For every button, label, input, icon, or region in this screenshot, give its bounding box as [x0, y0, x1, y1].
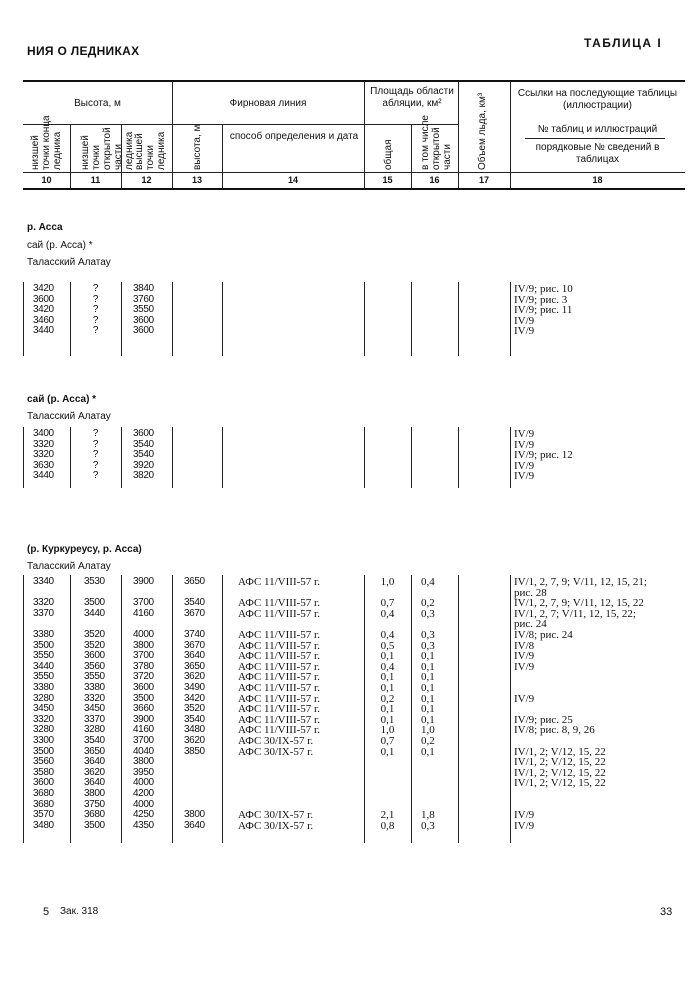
cell-col-18: IV/1, 2; V/12, 15, 22	[514, 766, 606, 779]
table-row	[23, 725, 685, 736]
cell-col-18: IV/9	[514, 428, 535, 440]
mountain-range: Таласский Алатау	[27, 411, 111, 422]
cell-col-18: IV/9	[514, 809, 535, 822]
cell-col-10: 3370	[33, 607, 54, 619]
table-row	[23, 821, 685, 832]
cell-col-13: 3670	[184, 607, 205, 619]
cell-col-11: 3540	[84, 735, 105, 746]
cell-col-11: ?	[92, 428, 99, 439]
cell-col-11: 3440	[84, 607, 105, 619]
cell-col-18: IV/9	[514, 692, 535, 705]
cell-col-18: IV/1, 2; V/12, 15, 22	[514, 745, 606, 758]
cell-col-13: 3670	[184, 639, 205, 651]
cell-col-12: 4000	[133, 629, 154, 640]
cell-col-12: 3600	[133, 428, 154, 439]
cell-col-12: 3700	[133, 597, 154, 609]
cell-col-11: 3320	[84, 692, 105, 704]
cell-col-10: 3500	[33, 745, 54, 757]
cell-col-13: 3420	[184, 692, 205, 704]
cell-col-12: 3540	[133, 449, 154, 461]
cell-col-13: 3620	[184, 671, 205, 683]
cell-col-15: 1,0	[380, 724, 395, 737]
cell-col-18: IV/9	[514, 660, 535, 673]
cell-col-13: 3650	[184, 576, 205, 587]
cell-col-13: 3540	[184, 597, 205, 609]
cell-col-18: IV/9	[514, 314, 535, 327]
cell-col-11: ?	[92, 283, 99, 294]
running-title: НИЯ О ЛЕДНИКАХ	[27, 44, 140, 58]
page-number: 33	[660, 906, 673, 918]
cell-col-11: 3530	[84, 576, 105, 587]
column-number: 18	[592, 175, 603, 185]
area-group-header: Площадь области абляции, км²	[370, 86, 454, 109]
table-row	[23, 295, 685, 306]
cell-col-13: 3850	[184, 745, 205, 757]
cell-col-15: 2,1	[380, 809, 395, 822]
cell-col-15: 0,1	[380, 671, 395, 684]
cell-col-10: 3680	[33, 798, 54, 810]
cell-col-18: IV/9	[514, 325, 535, 338]
cell-col-12: 4160	[133, 607, 154, 619]
cell-col-10: 3420	[33, 283, 54, 294]
table-row	[23, 662, 685, 673]
column-number: 14	[287, 175, 298, 185]
column-number: 11	[90, 175, 101, 185]
cell-col-18: IV/9; рис. 12	[514, 449, 573, 462]
river-heading: р. Асса	[27, 222, 63, 233]
cell-col-18: IV/1, 2, 7, 9; V/11, 12, 15, 22	[514, 597, 644, 610]
cell-col-11: ?	[92, 459, 99, 471]
cell-col-11: 3500	[84, 819, 105, 831]
table-row	[23, 316, 685, 327]
cell-col-10: 3460	[33, 314, 54, 326]
cell-col-11: 3560	[84, 660, 105, 672]
header-top-rule	[23, 80, 685, 82]
cell-col-15: 0,2	[380, 692, 395, 705]
cell-col-18: IV/9	[514, 650, 535, 663]
cell-col-15: 0,8	[380, 819, 395, 832]
cell-col-16: 0,2	[421, 597, 435, 610]
cell-col-13: 3650	[184, 660, 205, 672]
refs-numerator: № таблиц и иллюстраций	[537, 124, 658, 135]
cell-col-18: IV/9	[514, 438, 535, 451]
cell-col-11: 3620	[84, 766, 105, 778]
cell-col-10: 3380	[33, 682, 54, 693]
table-row	[23, 284, 685, 295]
cell-col-14: АФС 11/VIII-57 г.	[238, 576, 321, 588]
cell-col-14: АФС 11/VIII-57 г.	[238, 682, 321, 694]
cell-col-11: ?	[92, 293, 99, 305]
c10-header: низшей точки конца ледника	[30, 115, 63, 170]
cell-col-10: 3280	[33, 724, 54, 736]
c12-header: высшей точки ледника	[134, 131, 167, 170]
cell-col-11: 3520	[84, 639, 105, 651]
cell-col-14: АФС 30/IX-57 г.	[238, 735, 314, 747]
cell-col-11: 3370	[84, 713, 105, 725]
cell-col-18: IV/8	[514, 639, 535, 652]
cell-col-10: 3550	[33, 671, 54, 683]
signature-mark: 5	[43, 906, 50, 918]
table-row	[23, 651, 685, 662]
table-row	[23, 577, 685, 588]
column-number: 10	[41, 175, 52, 185]
cell-col-11: 3550	[84, 671, 105, 683]
cell-col-15: 0,1	[380, 650, 395, 663]
cell-col-11: ?	[92, 314, 99, 326]
cell-col-16: 0,1	[421, 713, 435, 726]
table-row	[23, 694, 685, 705]
cell-col-12: 4000	[133, 777, 154, 789]
cell-col-13: 3620	[184, 735, 205, 746]
table-row	[23, 778, 685, 789]
cell-col-12: 3700	[133, 650, 154, 662]
cell-col-15: 0,1	[380, 745, 395, 758]
table-row	[23, 630, 685, 641]
cell-col-18: IV/8; рис. 24	[514, 629, 573, 641]
glacier-title: сай (р. Асса) *	[27, 394, 97, 405]
mountain-range: Таласский Алатау	[27, 257, 111, 268]
cell-col-10: 3300	[33, 735, 54, 746]
col-divider	[364, 82, 365, 188]
cell-col-12: 3920	[133, 459, 154, 471]
column-number: 16	[429, 175, 440, 185]
cell-col-11: ?	[92, 304, 99, 316]
cell-col-10: 3680	[33, 788, 54, 799]
glacier-title: (р. Куркуреусу, р. Асса)	[27, 544, 142, 555]
table-row	[23, 736, 685, 747]
cell-col-16: 0,1	[421, 671, 435, 684]
cell-col-12: 4000	[133, 798, 154, 810]
cell-col-18: IV/9; рис. 25	[514, 713, 573, 726]
cell-col-11: 3380	[84, 682, 105, 693]
cell-col-11: ?	[92, 438, 99, 450]
fraction-line	[525, 138, 665, 139]
table-row	[23, 440, 685, 451]
refs-denominator: порядковые № сведений в таблицах	[535, 142, 660, 165]
col-divider	[510, 82, 511, 188]
table-row	[23, 704, 685, 715]
cell-col-14: АФС 11/VIII-57 г.	[238, 724, 321, 737]
table-row	[23, 810, 685, 821]
cell-col-16: 0,1	[421, 703, 435, 716]
cell-col-12: 3900	[133, 576, 154, 587]
cell-col-15: 0,1	[380, 713, 395, 726]
cell-col-10: 3450	[33, 703, 54, 715]
cell-col-16: 0,3	[421, 629, 435, 641]
column-number: 13	[191, 175, 202, 185]
cell-col-18: IV/9	[514, 819, 535, 832]
cell-col-18: IV/9; рис. 3	[514, 293, 568, 306]
cell-col-15: 0,7	[380, 597, 395, 610]
cell-col-10: 3320	[33, 713, 54, 725]
cell-col-10: 3440	[33, 660, 54, 672]
cell-col-15: 0,1	[380, 682, 395, 694]
cell-col-16: 1,0	[421, 724, 435, 737]
cell-col-12: 3950	[133, 766, 154, 778]
cell-col-14: АФС 11/VIII-57 г.	[238, 671, 321, 684]
cell-col-14: АФС 11/VIII-57 г.	[238, 597, 321, 610]
cell-col-10: 3400	[33, 428, 54, 439]
cell-col-13: 3490	[184, 682, 205, 693]
cell-col-10: 3630	[33, 459, 54, 471]
table-row	[23, 800, 685, 811]
column-number: 15	[382, 175, 393, 185]
table-row	[23, 471, 685, 482]
cell-col-18: рис. 24	[514, 618, 547, 631]
cell-col-16: 0,3	[421, 819, 435, 832]
cell-col-10: 3600	[33, 293, 54, 305]
glacier-title: сай (р. Асса) *	[27, 240, 93, 251]
cell-col-10: 3600	[33, 777, 54, 789]
cell-col-13: 3540	[184, 713, 205, 725]
c16-header: в том числе открытой части	[420, 115, 453, 170]
firn-group-header: Фирновая линия	[229, 98, 307, 109]
cell-col-15: 0,7	[380, 735, 395, 747]
order-number: Зак. 318	[60, 906, 99, 917]
cell-col-18: IV/9	[514, 470, 535, 483]
cell-col-18: рис. 28	[514, 586, 547, 599]
cell-col-14: АФС 30/IX-57 г.	[238, 819, 314, 832]
cell-col-11: ?	[92, 325, 99, 337]
cell-col-11: ?	[92, 470, 99, 482]
cell-col-10: 3380	[33, 629, 54, 640]
cell-col-12: 3550	[133, 304, 154, 316]
cell-col-16: 0,2	[421, 735, 435, 747]
table-row	[23, 641, 685, 652]
column-number: 17	[478, 175, 489, 185]
cell-col-10: 3550	[33, 650, 54, 662]
cell-col-14: АФС 11/VIII-57 г.	[238, 703, 321, 716]
cell-col-13: 3740	[184, 629, 205, 640]
cell-col-14: АФС 11/VIII-57 г.	[238, 629, 321, 641]
cell-col-12: 3660	[133, 703, 154, 715]
table-label: ТАБЛИЦА I	[584, 36, 663, 50]
cell-col-12: 3540	[133, 438, 154, 450]
cell-col-13: 3640	[184, 650, 205, 662]
cell-col-14: АФС 11/VIII-57 г.	[238, 650, 321, 663]
cell-col-18: IV/9	[514, 459, 535, 472]
cell-col-13: 3480	[184, 724, 205, 736]
cell-col-13: 3520	[184, 703, 205, 715]
table-row	[23, 683, 685, 694]
cell-col-12: 3760	[133, 293, 154, 305]
cell-col-12: 3780	[133, 660, 154, 672]
table-row	[23, 429, 685, 440]
cell-col-11: 3450	[84, 703, 105, 715]
cell-col-14: АФС 30/IX-57 г.	[238, 745, 314, 758]
cell-col-12: 4250	[133, 809, 154, 821]
height-group-header: Высота, м	[74, 98, 121, 109]
cell-col-13: 3800	[184, 809, 205, 821]
table-row	[23, 450, 685, 461]
cell-col-11: 3500	[84, 597, 105, 609]
cell-col-16: 0,1	[421, 682, 435, 694]
cell-col-16: 0,1	[421, 650, 435, 663]
cell-col-18: IV/1, 2; V/12, 15, 22	[514, 756, 606, 769]
cell-col-18: IV/1, 2; V/12, 15, 22	[514, 777, 606, 790]
c17-header: Объем льда, км³	[477, 92, 488, 170]
cell-col-12: 3800	[133, 756, 154, 768]
cell-col-10: 3500	[33, 639, 54, 651]
cell-col-11: 3280	[84, 724, 105, 736]
table-row	[23, 326, 685, 337]
cell-col-12: 3700	[133, 735, 154, 746]
cell-col-14: АФС 11/VIII-57 г.	[238, 639, 321, 652]
cell-col-11: 3520	[84, 629, 105, 640]
c15-header: общая	[383, 139, 394, 170]
cell-col-18: IV/9; рис. 11	[514, 304, 573, 317]
table-row	[23, 461, 685, 472]
cell-col-15: 1,0	[380, 576, 395, 588]
cell-col-14: АФС 30/IX-57 г.	[238, 809, 314, 822]
cell-col-16: 0,1	[421, 745, 435, 758]
cell-col-15: 0,5	[380, 639, 395, 652]
cell-col-12: 3500	[133, 692, 154, 704]
cell-col-12: 4200	[133, 788, 154, 799]
cell-col-18: IV/1, 2, 7, 9; V/11, 12, 15, 21;	[514, 576, 647, 588]
cell-col-18: IV/9; рис. 10	[514, 283, 573, 295]
cell-col-11: 3800	[84, 788, 105, 799]
cell-col-11: 3640	[84, 756, 105, 768]
cell-col-14: АФС 11/VIII-57 г.	[238, 692, 321, 705]
cell-col-16: 0,3	[421, 607, 435, 620]
refs-header: Ссылки на последующие таблицы (иллюстрации)	[517, 88, 678, 111]
table-row	[23, 789, 685, 800]
table-row	[23, 305, 685, 316]
mountain-range: Таласский Алатау	[27, 561, 111, 572]
cell-col-10: 3580	[33, 766, 54, 778]
cell-col-16: 1,8	[421, 809, 435, 822]
cell-col-12: 3840	[133, 283, 154, 294]
cell-col-18: IV/8; рис. 8, 9, 26	[514, 724, 595, 737]
cell-col-10: 3480	[33, 819, 54, 831]
cell-col-12: 3900	[133, 713, 154, 725]
cell-col-11: ?	[92, 449, 99, 461]
c14-header: способ определения и дата	[229, 131, 359, 142]
c11-header: низшей точки открытой части ледника	[80, 127, 135, 170]
cell-col-14: АФС 11/VIII-57 г.	[238, 713, 321, 726]
cell-col-15: 0,1	[380, 703, 395, 716]
c13-header: высота, м	[192, 124, 203, 170]
column-number: 12	[141, 175, 152, 185]
cell-col-15: 0,4	[380, 660, 395, 673]
cell-col-10: 3320	[33, 449, 54, 461]
cell-col-15: 0,4	[380, 629, 395, 641]
cell-col-10: 3440	[33, 325, 54, 337]
table-row	[23, 619, 685, 630]
cell-col-16: 0,3	[421, 639, 435, 652]
cell-col-10: 3570	[33, 809, 54, 821]
cell-col-13: 3640	[184, 819, 205, 831]
cell-col-14: АФС 11/VIII-57 г.	[238, 660, 321, 673]
cell-col-10: 3340	[33, 576, 54, 587]
cell-col-10: 3280	[33, 692, 54, 704]
cell-col-11: 3680	[84, 809, 105, 821]
cell-col-12: 3600	[133, 325, 154, 337]
cell-col-16: 0,1	[421, 660, 435, 673]
cell-col-11: 3650	[84, 745, 105, 757]
cell-col-12: 4040	[133, 745, 154, 757]
table-row	[23, 609, 685, 620]
cell-col-11: 3640	[84, 777, 105, 789]
cell-col-12: 3820	[133, 470, 154, 482]
cell-col-12: 3600	[133, 682, 154, 693]
divider	[23, 172, 685, 173]
col-divider	[458, 82, 459, 188]
cell-col-10: 3320	[33, 438, 54, 450]
cell-col-10: 3420	[33, 304, 54, 316]
cell-col-10: 3560	[33, 756, 54, 768]
cell-col-10: 3320	[33, 597, 54, 609]
cell-col-15: 0,4	[380, 607, 395, 620]
cell-col-10: 3440	[33, 470, 54, 482]
cell-col-12: 3800	[133, 639, 154, 651]
cell-col-11: 3750	[84, 798, 105, 810]
cell-col-11: 3600	[84, 650, 105, 662]
cell-col-16: 0,4	[421, 576, 435, 588]
table-row	[23, 672, 685, 683]
cell-col-14: АФС 11/VIII-57 г.	[238, 607, 321, 620]
cell-col-16: 0,1	[421, 692, 435, 705]
cell-col-12: 3600	[133, 314, 154, 326]
cell-col-12: 4350	[133, 819, 154, 831]
header-bottom-rule	[23, 188, 685, 190]
cell-col-12: 3720	[133, 671, 154, 683]
cell-col-18: IV/1, 2, 7; V/11, 12, 15, 22;	[514, 607, 636, 620]
cell-col-12: 4160	[133, 724, 154, 736]
